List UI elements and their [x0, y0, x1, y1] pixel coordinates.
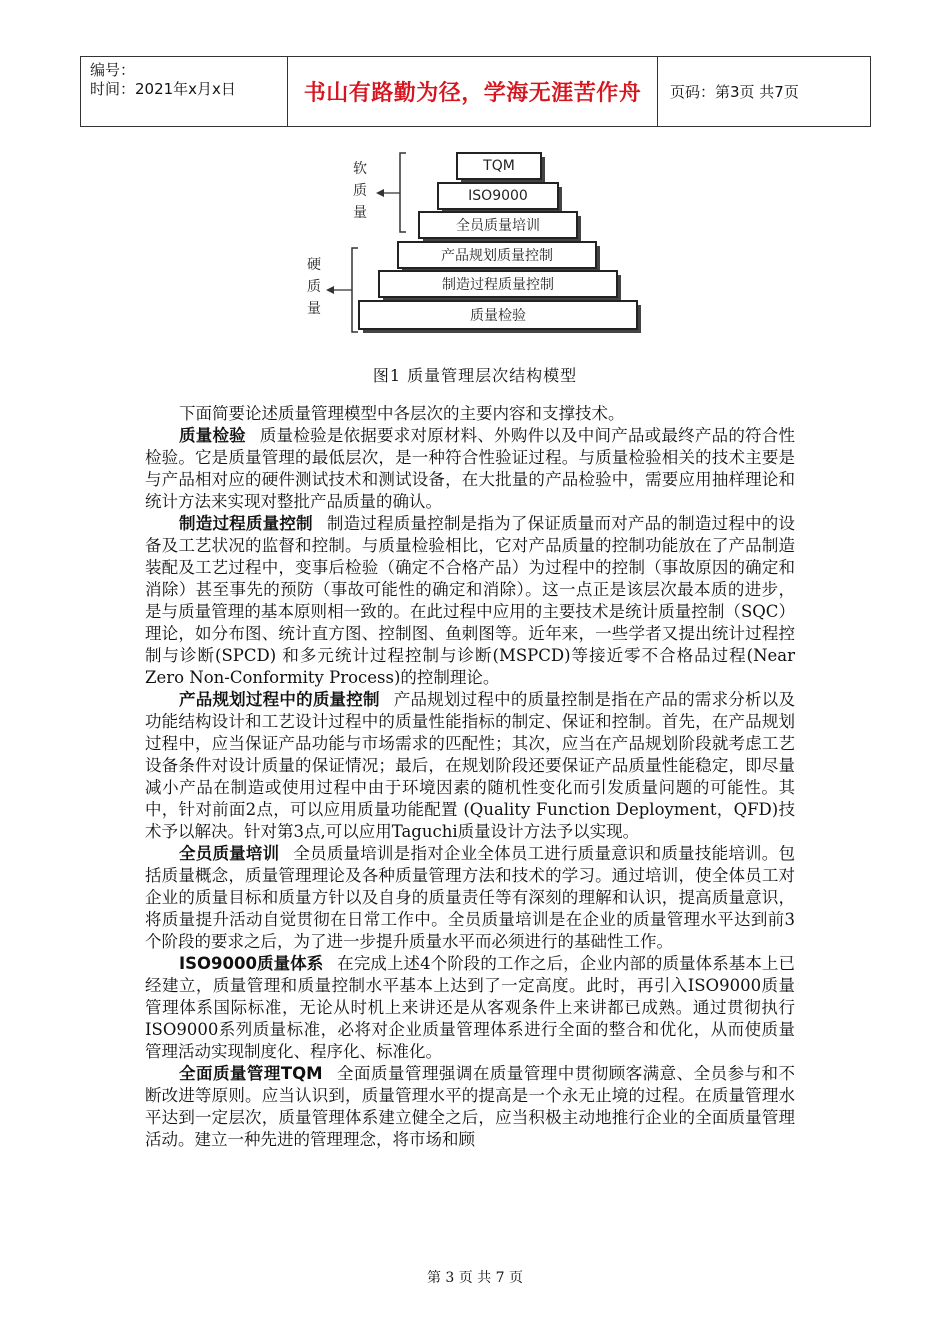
level-manufacturing-control: 制造过程质量控制 [378, 270, 618, 298]
section-paragraph [145, 1063, 795, 1151]
figure-caption: 图1 质量管理层次结构模型 [372, 366, 578, 385]
section-title: 全员质量培训 [179, 844, 280, 863]
soft-quality-label: 软 质 量 [353, 161, 367, 221]
section-text: 产品规划过程中的质量控制是指在产品的需求分析以及功能结构设计和工艺设计过程中的质量性能指标的制定、保证和控制。首先，在产品规划过程中，应当保证产品功能与市场需求的匹配性；其次，应当在产品规划阶段就考虑工艺设备条件对设计质量的保证情况；最后，在规划阶段还要保证产品质量性能稳定，即尽量减小产品在制造或使用过程中由于环境因素的随机性变化而引发质量问题的可能性。其中，针对前面2点，可以应用质量功能配置 (Quality Function Deployment，QFD)技术予以解决。针对第3点,可以应用Taguchi质量设计方法予以实现。 [145, 690, 796, 841]
section-text: 制造过程质量控制是指为了保证质量而对产品的制造过程中的设备及工艺状况的监督和控制。与质量检验相比，它对产品质量的控制功能放在了产品制造装配及工艺过程中，变事后检验（确定不合格产品）为过程中的控制（事故原因的确定和消除）甚至事先的预防（事故可能性的确定和消除）。这一点正是该层次最本质的进步，是与质量管理的基本原则相一致的。在此过程中应用的主要技术是统计质量控制（SQC）理论，如分布图、统计直方图、控制图、鱼刺图等。近年来，一些学者又提出统计过程控制与诊断(SPCD) 和多元统计过程控制与诊断(MSPCD)等接近零不合格品过程(Near Zero Non-Conformity Process)的控制理论。 [145, 514, 796, 687]
section-title: 全面质量管理TQM [179, 1064, 323, 1083]
section-paragraph [145, 953, 795, 1063]
number-label: 编号： [90, 61, 136, 79]
header-motto-cell [288, 57, 658, 126]
hard-quality-label: 硬 质 量 [307, 257, 321, 317]
level-iso9000: ISO9000 [437, 182, 559, 210]
section-paragraph [145, 513, 795, 689]
quality-pyramid-figure [300, 148, 660, 338]
header-meta [81, 57, 288, 126]
section-title: 产品规划过程中的质量控制 [179, 690, 380, 709]
page-footer: 第 3 页 共 7 页 [426, 1270, 524, 1286]
body-text [145, 403, 795, 1151]
level-product-planning: 产品规划质量控制 [397, 241, 597, 269]
section-title: ISO9000质量体系 [179, 954, 324, 973]
date-label: 时间：2021年x月x日 [90, 80, 236, 98]
level-staff-training: 全员质量培训 [418, 211, 578, 239]
section-title: 质量检验 [179, 426, 246, 445]
section-paragraph [145, 689, 795, 843]
section-text: 质量检验是依据要求对原材料、外购件以及中间产品或最终产品的符合性检验。它是质量管理的最低层次，是一种符合性验证过程。与质量检验相关的技术主要是与产品相对应的硬件测试技术和测试设备，在大批量的产品检验中，需要应用抽样理论和统计方法来实现对整批产品质量的确认。 [145, 426, 796, 511]
section-paragraph [145, 843, 795, 953]
intro-paragraph: 下面简要论述质量管理模型中各层次的主要内容和支撑技术。 [179, 404, 625, 423]
section-text: 全员质量培训是指对企业全体员工进行质量意识和质量技能培训。包括质量概念，质量管理理论及各种质量管理方法和技术的学习。通过培训，使全体员工对企业的质量目标和质量方针以及自身的质量责任等有深刻的理解和认识，提高质量意识，将质量提升活动自觉贯彻在日常工作中。全员质量培训是在企业的质量管理水平达到前3个阶段的要求之后，为了进一步提升质量水平而必须进行的基础性工作。 [145, 844, 796, 951]
section-title: 制造过程质量控制 [179, 514, 313, 533]
section-paragraph [145, 425, 795, 513]
section-text: 全面质量管理强调在质量管理中贯彻顾客满意、全员参与和不断改进等原则。应当认识到，质量管理水平的提高是一个永无止境的过程。在质量管理水平达到一定层次，质量管理体系建立健全之后，应当积极主动地推行企业的全面质量管理活动。建立一种先进的管理理念，将市场和顾 [145, 1064, 796, 1149]
level-tqm: TQM [456, 152, 542, 180]
header-motto: 书山有路勤为径，学海无涯苦作舟 [303, 81, 642, 106]
header-page-info: 页码：第3页 共7页 [670, 83, 799, 101]
level-inspection: 质量检验 [358, 300, 638, 330]
page-header [80, 56, 871, 127]
section-text: 在完成上述4个阶段的工作之后，企业内部的质量体系基本上已经建立，质量管理和质量控制水平基本上达到了一定高度。此时，再引入ISO9000质量管理体系国际标准，无论从时机上来讲还是从客观条件上来讲都已成熟。通过贯彻执行ISO9000系列质量标准，必将对企业质量管理体系进行全面的整合和优化，从而使质量管理活动实现制度化、程序化、标准化。 [145, 954, 795, 1061]
